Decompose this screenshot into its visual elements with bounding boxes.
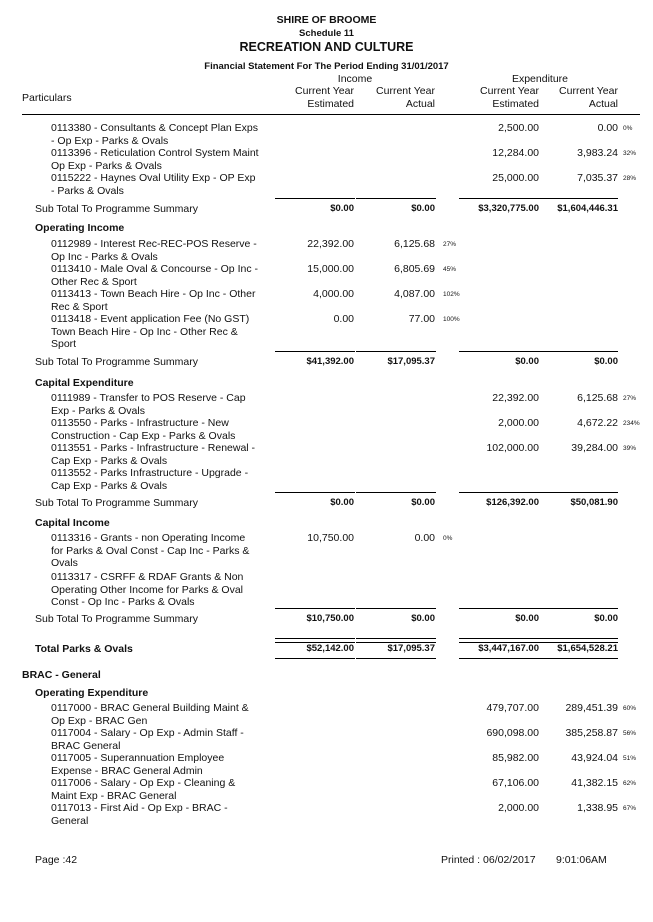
- percent-cell: 102%: [443, 291, 460, 298]
- line-item-description: 0117005 - Superannuation Employee Expense - BRAC General Admin: [51, 752, 225, 777]
- income-estimated-header-2: Estimated: [307, 98, 354, 110]
- total-amount: $0.00: [594, 356, 618, 367]
- line-item-description: 0113550 - Parks - Infrastructure - New Construction - Cap Exp - Parks & Ovals: [51, 417, 236, 442]
- total-amount: $52,142.00: [306, 643, 354, 654]
- amount-cell: 6,805.69: [394, 263, 435, 275]
- amount-cell: 690,098.00: [486, 727, 539, 739]
- amount-cell: 102,000.00: [486, 442, 539, 454]
- subtotal-label: Sub Total To Programme Summary: [35, 356, 199, 368]
- total-rule: [539, 351, 618, 352]
- total-rule: [459, 492, 539, 493]
- total-rule: [459, 198, 539, 199]
- income-estimated-header-1: Current Year: [295, 85, 354, 97]
- total-rule: [356, 638, 436, 643]
- percent-cell: 100%: [443, 316, 460, 323]
- subtotal-label: Sub Total To Programme Summary: [35, 613, 199, 625]
- amount-cell: 2,500.00: [498, 122, 539, 134]
- total-rule: [459, 351, 539, 352]
- line-item-description: 0113551 - Parks - Infrastructure - Renewal - Cap Exp - Parks & Ovals: [51, 442, 256, 467]
- group-heading: BRAC - General: [22, 669, 101, 681]
- total-amount: $0.00: [330, 203, 354, 214]
- percent-cell: 0%: [443, 535, 453, 542]
- percent-cell: 27%: [623, 395, 637, 402]
- total-amount: $3,447,167.00: [478, 643, 539, 654]
- amount-cell: 385,258.87: [565, 727, 618, 739]
- total-amount: $17,095.37: [387, 356, 435, 367]
- total-rule: [539, 638, 618, 643]
- subtotal-label: Sub Total To Programme Summary: [35, 497, 199, 509]
- income-header: Income: [337, 73, 373, 85]
- amount-cell: 3,983.24: [577, 147, 618, 159]
- amount-cell: 15,000.00: [307, 263, 354, 275]
- section-heading: Capital Expenditure: [35, 377, 134, 389]
- amount-cell: 22,392.00: [492, 392, 539, 404]
- total-rule: [275, 638, 355, 643]
- total-amount: $10,750.00: [306, 613, 354, 624]
- line-item-description: 0113380 - Consultants & Concept Plan Exps - Op Exp - Parks & Ovals: [51, 122, 259, 147]
- total-amount: $0.00: [594, 613, 618, 624]
- income-actual-header-1: Current Year: [376, 85, 435, 97]
- percent-cell: 234%: [623, 420, 640, 427]
- amount-cell: 4,000.00: [313, 288, 354, 300]
- total-amount: $50,081.90: [570, 497, 618, 508]
- amount-cell: 22,392.00: [307, 238, 354, 250]
- line-item-description: 0113317 - CSRFF & RDAF Grants & Non Operating Other Income for Parks & Oval Const - Op Inc - Parks & Ovals: [51, 571, 244, 608]
- page-number: Page :42: [35, 854, 78, 866]
- printed-time: 9:01:06AM: [556, 854, 607, 866]
- total-amount: $0.00: [411, 613, 435, 624]
- total-rule: [539, 492, 618, 493]
- org-name: SHIRE OF BROOME: [276, 14, 377, 26]
- particulars-header: Particulars: [22, 92, 72, 104]
- total-rule: [459, 608, 539, 609]
- total-underline: [275, 658, 355, 659]
- line-item-description: 0117004 - Salary - Op Exp - Admin Staff - BRAC General: [51, 727, 244, 752]
- amount-cell: 479,707.00: [486, 702, 539, 714]
- percent-cell: 39%: [623, 445, 637, 452]
- percent-cell: 60%: [623, 705, 637, 712]
- amount-cell: 289,451.39: [565, 702, 618, 714]
- percent-cell: 62%: [623, 780, 637, 787]
- amount-cell: 67,106.00: [492, 777, 539, 789]
- amount-cell: 7,035.37: [577, 172, 618, 184]
- percent-cell: 45%: [443, 266, 457, 273]
- line-item-description: 0113552 - Parks Infrastructure - Upgrade - Cap Exp - Parks & Ovals: [51, 467, 249, 492]
- expenditure-estimated-header-2: Estimated: [492, 98, 539, 110]
- total-rule: [539, 608, 618, 609]
- total-rule: [356, 198, 436, 199]
- line-item-description: 0117000 - BRAC General Building Maint & Op Exp - BRAC Gen: [51, 702, 249, 727]
- total-rule: [356, 351, 436, 352]
- amount-cell: 4,672.22: [577, 417, 618, 429]
- line-item-description: 0113316 - Grants - non Operating Income for Parks & Oval Const - Cap Inc - Parks & Ovals: [51, 532, 250, 569]
- section-heading: Operating Expenditure: [35, 687, 149, 699]
- percent-cell: 67%: [623, 805, 637, 812]
- line-item-description: 0117006 - Salary - Op Exp - Cleaning & Maint Exp - BRAC General: [51, 777, 236, 802]
- total-rule: [275, 351, 355, 352]
- amount-cell: 2,000.00: [498, 802, 539, 814]
- line-item-description: 0113396 - Reticulation Control System Maint Op Exp - Parks & Ovals: [51, 147, 259, 172]
- total-amount: $0.00: [411, 203, 435, 214]
- total-underline: [356, 658, 436, 659]
- line-item-description: 0117013 - First Aid - Op Exp - BRAC - General: [51, 802, 228, 827]
- percent-cell: 0%: [623, 125, 633, 132]
- line-item-description: 0113413 - Town Beach Hire - Op Inc - Other Rec & Sport: [51, 288, 256, 313]
- total-amount: $3,320,775.00: [478, 203, 539, 214]
- line-item-description: 0113410 - Male Oval & Concourse - Op Inc - Other Rec & Sport: [51, 263, 258, 288]
- total-amount: $1,604,446.31: [557, 203, 618, 214]
- line-item-description: 0112989 - Interest Rec-REC-POS Reserve - Op Inc - Parks & Ovals: [51, 238, 257, 263]
- percent-cell: 51%: [623, 755, 637, 762]
- total-label: Total Parks & Ovals: [35, 643, 133, 655]
- subtotal-label: Sub Total To Programme Summary: [35, 203, 199, 215]
- total-amount: $1,654,528.21: [557, 643, 618, 654]
- amount-cell: 2,000.00: [498, 417, 539, 429]
- amount-cell: 25,000.00: [492, 172, 539, 184]
- total-rule: [275, 608, 355, 609]
- amount-cell: 6,125.68: [394, 238, 435, 250]
- total-amount: $0.00: [330, 497, 354, 508]
- amount-cell: 6,125.68: [577, 392, 618, 404]
- report-title: RECREATION AND CULTURE: [239, 40, 414, 54]
- total-amount: $0.00: [515, 613, 539, 624]
- report-subtitle: Financial Statement For The Period Ending 31/01/2017: [204, 61, 449, 72]
- amount-cell: 1,338.95: [577, 802, 618, 814]
- expenditure-header: Expenditure: [511, 73, 569, 85]
- total-rule: [356, 608, 436, 609]
- total-amount: $41,392.00: [306, 356, 354, 367]
- line-item-description: 0115222 - Haynes Oval Utility Exp - OP Exp - Parks & Ovals: [51, 172, 256, 197]
- total-amount: $0.00: [411, 497, 435, 508]
- amount-cell: 85,982.00: [492, 752, 539, 764]
- amount-cell: 0.00: [414, 532, 435, 544]
- percent-cell: 27%: [443, 241, 457, 248]
- percent-cell: 28%: [623, 175, 637, 182]
- amount-cell: 0.00: [597, 122, 618, 134]
- printed-date: Printed : 06/02/2017: [441, 854, 536, 866]
- total-amount: $0.00: [515, 356, 539, 367]
- total-rule: [459, 638, 539, 643]
- expenditure-actual-header-2: Actual: [588, 98, 618, 110]
- total-rule: [275, 198, 355, 199]
- amount-cell: 12,284.00: [492, 147, 539, 159]
- line-item-description: 0111989 - Transfer to POS Reserve - Cap Exp - Parks & Ovals: [51, 392, 246, 417]
- total-amount: $126,392.00: [486, 497, 539, 508]
- total-rule: [275, 492, 355, 493]
- income-actual-header-2: Actual: [405, 98, 435, 110]
- section-heading: Capital Income: [35, 517, 110, 529]
- amount-cell: 41,382.15: [571, 777, 618, 789]
- total-underline: [539, 658, 618, 659]
- amount-cell: 4,087.00: [394, 288, 435, 300]
- schedule-label: Schedule 11: [299, 28, 354, 39]
- percent-cell: 56%: [623, 730, 637, 737]
- amount-cell: 39,284.00: [571, 442, 618, 454]
- amount-cell: 77.00: [408, 313, 435, 325]
- amount-cell: 0.00: [333, 313, 354, 325]
- expenditure-estimated-header-1: Current Year: [480, 85, 539, 97]
- amount-cell: 10,750.00: [307, 532, 354, 544]
- percent-cell: 32%: [623, 150, 637, 157]
- total-underline: [459, 658, 539, 659]
- total-amount: $17,095.37: [387, 643, 435, 654]
- expenditure-actual-header-1: Current Year: [559, 85, 618, 97]
- total-rule: [356, 492, 436, 493]
- total-rule: [539, 198, 618, 199]
- amount-cell: 43,924.04: [571, 752, 618, 764]
- line-item-description: 0113418 - Event application Fee (No GST) Town Beach Hire - Op Inc - Other Rec & Sport: [51, 313, 250, 350]
- section-heading: Operating Income: [35, 222, 125, 234]
